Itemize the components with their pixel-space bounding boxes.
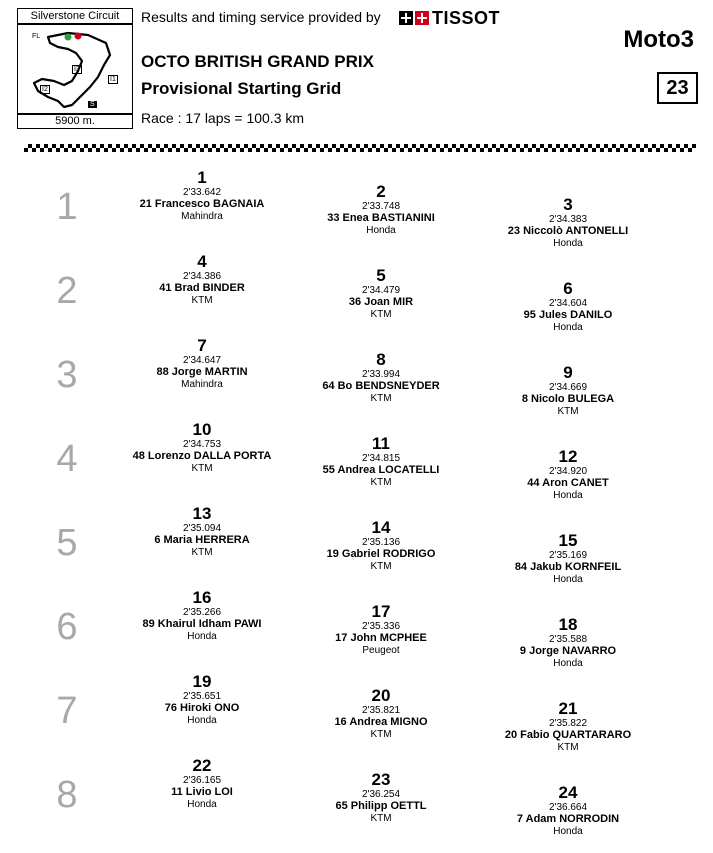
lap-time: 2'35.651 (182, 691, 222, 703)
map-label-s: S (90, 101, 95, 108)
rider-name: 6 Maria HERRERA (154, 534, 250, 547)
grid-slot (473, 279, 663, 333)
rider-name: 9 Jorge NAVARRO (519, 645, 617, 658)
lap-time: 2'36.165 (182, 775, 222, 787)
grid-position: 16 (192, 588, 212, 607)
grid-position: 15 (558, 531, 578, 550)
rider-name: 33 Enea BASTIANINI (327, 212, 435, 225)
grid-position: 4 (197, 252, 207, 271)
grid-position: 14 (371, 518, 391, 537)
circuit-name: Silverstone Circuit (17, 8, 133, 24)
grid-position: 1 (197, 168, 207, 187)
team-name: Honda (553, 657, 583, 669)
grid-slot (286, 434, 476, 488)
team-name: KTM (370, 560, 392, 572)
rider-name: 48 Lorenzo DALLA PORTA (132, 450, 272, 463)
lap-time: 2'33.748 (361, 201, 401, 213)
grid-slot (107, 168, 297, 222)
rider-name: 76 Hiroki ONO (164, 702, 240, 715)
team-name: Honda (553, 825, 583, 837)
lap-time: 2'34.815 (361, 453, 401, 465)
lap-time: 2'34.386 (182, 271, 222, 283)
team-name: KTM (557, 405, 579, 417)
grid-row-number: 3 (56, 354, 78, 396)
grid-slot (286, 266, 476, 320)
lap-time: 2'34.383 (548, 214, 588, 226)
grid-slot (107, 756, 297, 810)
rider-name: 44 Aron CANET (527, 477, 609, 490)
rider-name: 95 Jules DANILO (523, 309, 613, 322)
team-name: Honda (187, 714, 217, 726)
grid-position: 20 (371, 686, 391, 705)
team-name: KTM (370, 392, 392, 404)
rider-name: 41 Brad BINDER (159, 282, 245, 295)
grid-slot (286, 602, 476, 656)
rider-name: 16 Andrea MIGNO (334, 716, 428, 729)
team-name: Honda (366, 224, 396, 236)
grid-position: 24 (558, 783, 578, 802)
grid-position: 6 (563, 279, 573, 298)
grid-position: 13 (192, 504, 212, 523)
grid-position: 22 (192, 756, 212, 775)
grid-row-number: 2 (56, 270, 78, 312)
map-label-i2: I2 (42, 86, 48, 93)
team-name: Honda (187, 630, 217, 642)
rider-name: 17 John MCPHEE (335, 632, 427, 645)
grid-slot (473, 195, 663, 249)
rider-name: 23 Niccolò ANTONELLI (507, 225, 629, 238)
team-name: KTM (370, 308, 392, 320)
team-name: KTM (370, 476, 392, 488)
grid-slot (107, 420, 297, 474)
team-name: KTM (191, 294, 213, 306)
map-label-i1: I1 (110, 76, 116, 83)
lap-time: 2'36.254 (361, 789, 401, 801)
lap-time: 2'35.588 (548, 634, 588, 646)
lap-time: 2'35.822 (548, 718, 588, 730)
lap-time: 2'36.664 (548, 802, 588, 814)
grid-position: 17 (371, 602, 391, 621)
team-name: Honda (553, 573, 583, 585)
timing-note: Results and timing service provided by (141, 9, 381, 25)
grid-slot (286, 350, 476, 404)
lap-time: 2'34.920 (548, 466, 588, 478)
grid-position: 19 (192, 672, 212, 691)
grid-row-number: 4 (56, 438, 78, 480)
grid-slot (473, 447, 663, 501)
lap-time: 2'35.266 (182, 607, 222, 619)
rider-name: 88 Jorge MARTIN (156, 366, 248, 379)
rider-name: 20 Fabio QUARTARARO (504, 729, 632, 742)
grid-slot (107, 336, 297, 390)
rider-name: 55 Andrea LOCATELLI (322, 464, 440, 477)
lap-time: 2'35.094 (182, 523, 222, 535)
lap-time: 2'35.336 (361, 621, 401, 633)
lap-time: 2'34.647 (182, 355, 222, 367)
grid-row-number: 6 (56, 606, 78, 648)
team-name: Mahindra (181, 378, 223, 390)
grid-slot (107, 504, 297, 558)
grid-slot (107, 588, 297, 642)
rider-name: 21 Francesco BAGNAIA (139, 198, 265, 211)
grid-row-number: 5 (56, 522, 78, 564)
grid-row-number: 1 (56, 186, 78, 228)
lap-time: 2'35.821 (361, 705, 401, 717)
map-label-i3: I3 (74, 66, 80, 73)
grid-slot (473, 699, 663, 753)
circuit-length: 5900 m. (17, 114, 133, 129)
team-name: Honda (553, 489, 583, 501)
team-name: KTM (557, 741, 579, 753)
grid-slot (107, 672, 297, 726)
map-label-fl: FL (32, 33, 41, 40)
grid-slot (286, 182, 476, 236)
lap-time: 2'34.669 (548, 382, 588, 394)
lap-time: 2'33.642 (182, 187, 222, 199)
grid-position: 2 (376, 182, 386, 201)
grid-position: 7 (197, 336, 207, 355)
sponsor-name: TISSOT (432, 7, 501, 28)
team-name: Honda (553, 321, 583, 333)
lap-time: 2'34.604 (548, 298, 588, 310)
team-name: KTM (370, 812, 392, 824)
grid-position: 18 (558, 615, 578, 634)
grid-position: 10 (192, 420, 212, 439)
page-number: 23 (657, 72, 698, 104)
lap-time: 2'35.136 (361, 537, 401, 549)
grid-position: 5 (376, 266, 386, 285)
grid-slot (473, 363, 663, 417)
grid-position: 12 (558, 447, 578, 466)
team-name: Mahindra (181, 210, 223, 222)
grid-slot (473, 615, 663, 669)
grid-slot (473, 531, 663, 585)
team-name: KTM (191, 546, 213, 558)
team-name: KTM (191, 462, 213, 474)
grid-row-number: 7 (56, 690, 78, 732)
session-title: Provisional Starting Grid (141, 79, 342, 98)
rider-name: 7 Adam NORRODIN (516, 813, 620, 826)
race-info: Race : 17 laps = 100.3 km (141, 110, 305, 126)
team-name: KTM (370, 728, 392, 740)
lap-time: 2'35.169 (548, 550, 588, 562)
grid-position: 21 (558, 699, 578, 718)
team-name: Peugeot (362, 644, 400, 656)
grid-position: 9 (563, 363, 573, 382)
lap-time: 2'34.753 (182, 439, 222, 451)
event-title: OCTO BRITISH GRAND PRIX (141, 52, 374, 71)
lap-time: 2'33.994 (361, 369, 401, 381)
grid-slot (286, 518, 476, 572)
rider-name: 11 Livio LOI (171, 786, 233, 799)
team-name: Honda (187, 798, 217, 810)
grid-position: 8 (376, 350, 386, 369)
rider-name: 19 Gabriel RODRIGO (326, 548, 436, 561)
grid-position: 11 (372, 434, 390, 453)
rider-name: 36 Joan MIR (348, 296, 414, 309)
rider-name: 84 Jakub KORNFEIL (514, 561, 622, 574)
grid-slot (473, 783, 663, 837)
grid-slot (286, 770, 476, 824)
grid-position: 23 (371, 770, 391, 789)
grid-row-number: 8 (56, 774, 78, 816)
class-name: Moto3 (623, 26, 694, 53)
lap-time: 2'34.479 (361, 285, 401, 297)
rider-name: 64 Bo BENDSNEYDER (322, 380, 440, 393)
grid-position: 3 (563, 195, 573, 214)
rider-name: 65 Philipp OETTL (335, 800, 427, 813)
rider-name: 89 Khairul Idham PAWI (142, 618, 262, 631)
team-name: Honda (553, 237, 583, 249)
rider-name: 8 Nicolo BULEGA (521, 393, 615, 406)
grid-slot (107, 252, 297, 306)
grid-slot (286, 686, 476, 740)
